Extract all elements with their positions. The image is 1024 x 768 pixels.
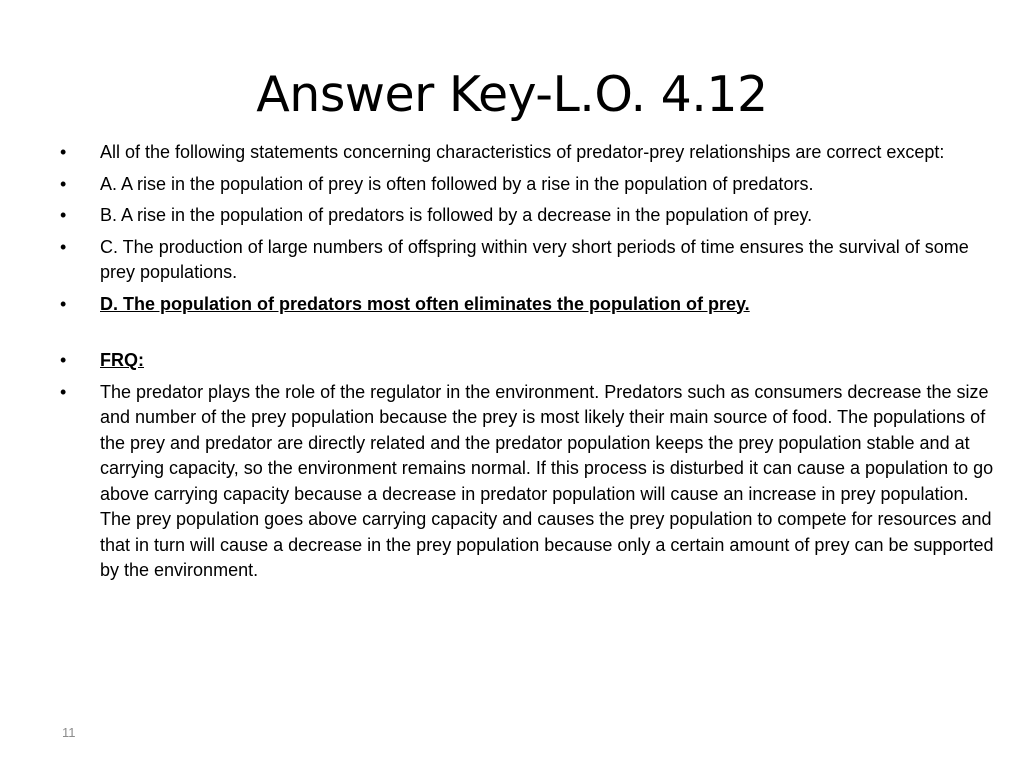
bullet-list xyxy=(58,140,998,590)
bullet-option-c xyxy=(58,235,998,286)
bullet-icon: • xyxy=(60,173,67,194)
bullet-icon: • xyxy=(60,142,67,162)
bullet-text: B. A rise in the population of predators is followed by a decrease in the population of prey. xyxy=(100,205,813,225)
bullet-icon: • xyxy=(60,381,67,402)
bullet-text: C. The production of large numbers of offspring within very short periods of time ensures the survival of some prey populations. xyxy=(100,236,969,282)
bullet-option-b xyxy=(58,203,998,229)
bullet-icon: • xyxy=(60,350,67,370)
bullet-frq-answer xyxy=(58,380,998,584)
bullet-icon: • xyxy=(60,205,67,225)
bullet-text: All of the following statements concerning characteristics of predator-prey relationships are correct except: xyxy=(100,142,945,162)
frq-heading-text: FRQ: xyxy=(100,350,144,370)
slide-number: 11 xyxy=(62,725,76,740)
bullet-text: A. A rise in the population of prey is often followed by a rise in the population of predators. xyxy=(100,173,814,194)
bullet-question xyxy=(58,140,998,166)
bullet-icon: • xyxy=(60,293,67,314)
frq-answer-text: The predator plays the role of the regulator in the environment. Predators such as consumers decrease the size and number of the prey population because the prey is most likely their main source of food. The populations of the prey and predator are directly related and the predator population keeps the prey population stable and at carrying capacity, so the environment remains normal. If this process is disturbed it can cause a population to go above carrying capacity because a decrease in predator population will cause an increase in prey population. The prey population goes above carrying capacity and causes the prey population to compete for resources and that in turn will cause a decrease in the prey population because only a certain amount of prey can be supported by the environment. xyxy=(100,381,994,580)
bullet-icon: • xyxy=(60,236,67,257)
bullet-frq-heading xyxy=(58,348,998,374)
bullet-option-a xyxy=(58,172,998,198)
correct-answer-text: D. The population of predators most often eliminates the population of prey. xyxy=(100,293,750,314)
slide-title: Answer Key-L.O. 4.12 xyxy=(256,66,768,123)
bullet-option-d-answer xyxy=(58,292,998,318)
